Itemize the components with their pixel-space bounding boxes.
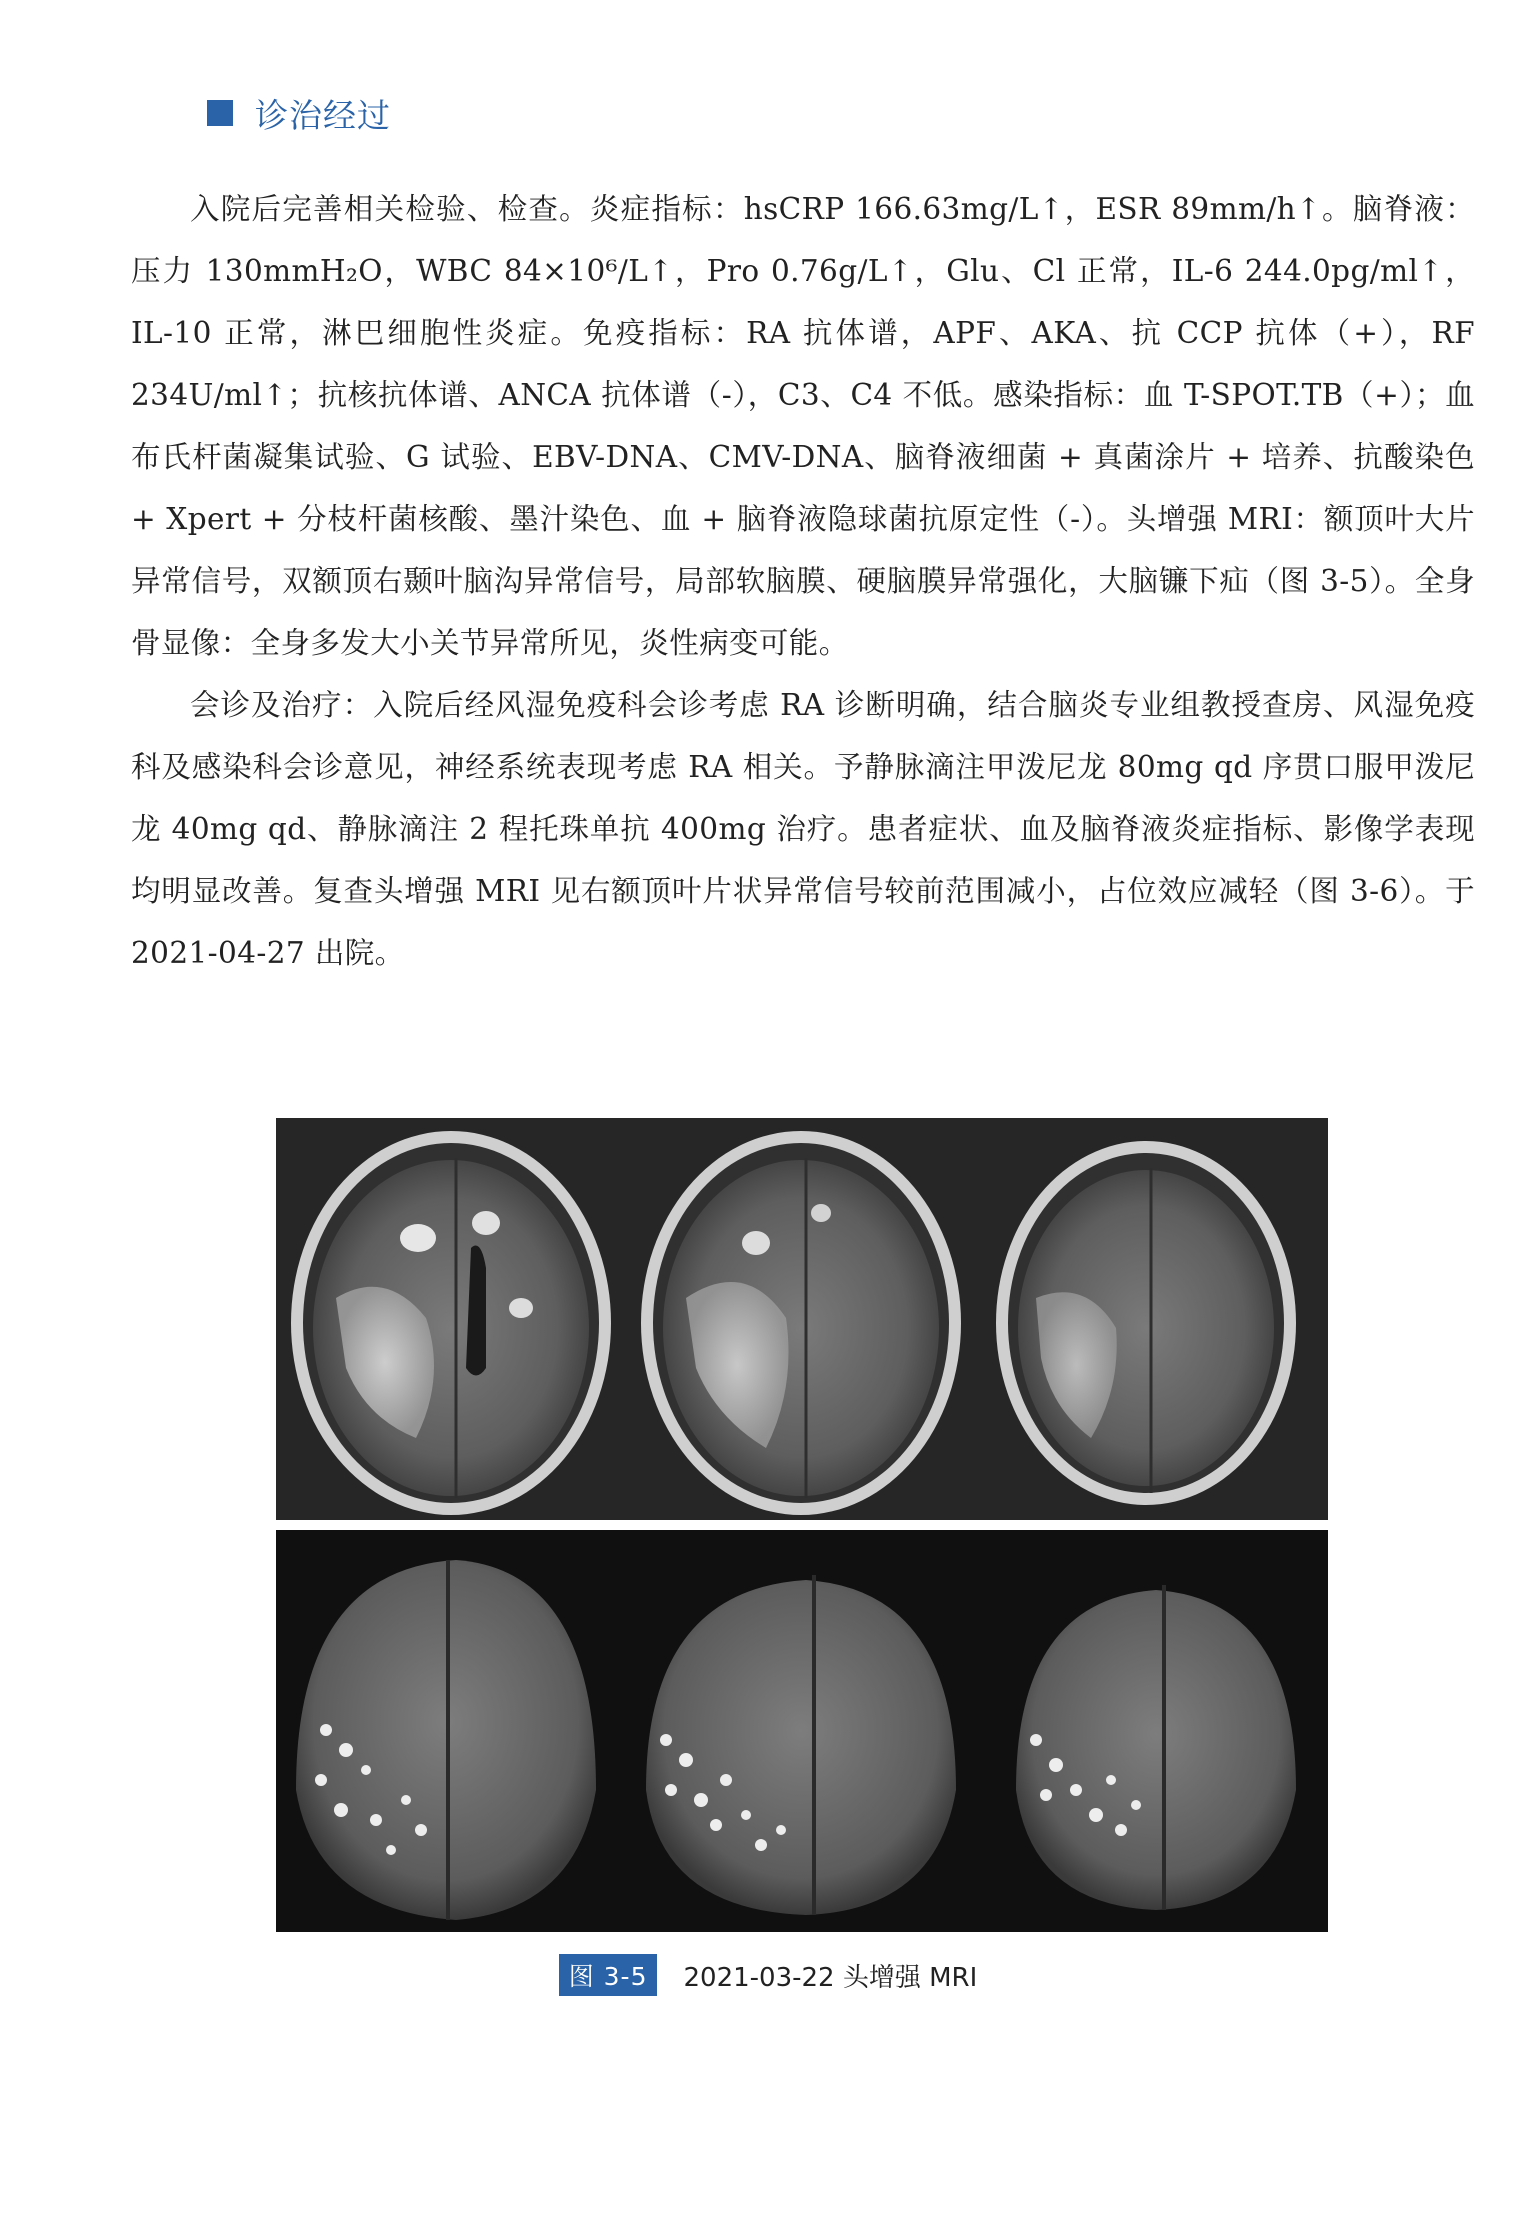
body-text <box>131 178 1475 984</box>
mri-dwi-image <box>276 1530 1328 1932</box>
mri-slice-2 <box>641 1131 961 1515</box>
figure-caption-text: 2021-03-22 头增强 MRI <box>683 1962 978 1993</box>
mri-figure <box>276 1118 1328 1932</box>
mri-slice-1 <box>291 1131 611 1515</box>
section-heading <box>207 92 391 134</box>
section-marker-square <box>207 100 233 126</box>
figure-caption <box>0 1954 1536 1996</box>
mri-flair-image <box>276 1118 1328 1520</box>
paragraph-examination: 入院后完善相关检验、检查。炎症指标：hsCRP 166.63mg/L↑，ESR 89mm/h↑。脑脊液：压力 130mmH₂O，WBC 84×10⁶/L↑，Pro 0.76g/L↑，Glu、Cl 正常，IL-6 244.0pg/ml↑，IL-10 正常，淋巴细胞性炎症。免疫指标：RA 抗体谱，APF、AKA、抗 CCP 抗体（+），RF 234U/ml↑；抗核抗体谱、ANCA 抗体谱（-），C3、C4 不低。感染指标：血 T-SPOT.TB（+）；血布氏杆菌凝集试验、G 试验、EBV-DNA、CMV-DNA、脑脊液细菌 + 真菌涂片 + 培养、抗酸染色 + Xpert + 分枝杆菌核酸、墨汁染色、血 + 脑脊液隐球菌抗原定性（-）。头增强 MRI：额顶叶大片异常信号，双额顶右颞叶脑沟异常信号，局部软脑膜、硬脑膜异常强化，大脑镰下疝（图 3-5）。全身骨显像：全身多发大小关节异常所见，炎性病变可能。 <box>131 192 1475 660</box>
mri-dwi-panel <box>276 1530 1328 1932</box>
mri-flair-panel <box>276 1118 1328 1520</box>
paragraph-treatment: 会诊及治疗：入院后经风湿免疫科会诊考虑 RA 诊断明确，结合脑炎专业组教授查房、风湿免疫科及感染科会诊意见，神经系统表现考虑 RA 相关。予静脉滴注甲泼尼龙 80mg qd 序贯口服甲泼尼龙 40mg qd、静脉滴注 2 程托珠单抗 400mg 治疗。患者症状、血及脑脊液炎症指标、影像学表现均明显改善。复查头增强 MRI 见右额顶叶片状异常信号较前范围减小，占位效应减轻（图 3-6）。于 2021-04-27 出院。 <box>131 688 1475 970</box>
mri-slice-3 <box>996 1141 1296 1505</box>
section-title: 诊治经过 <box>255 95 391 135</box>
figure-label: 图 3-5 <box>559 1954 658 1996</box>
